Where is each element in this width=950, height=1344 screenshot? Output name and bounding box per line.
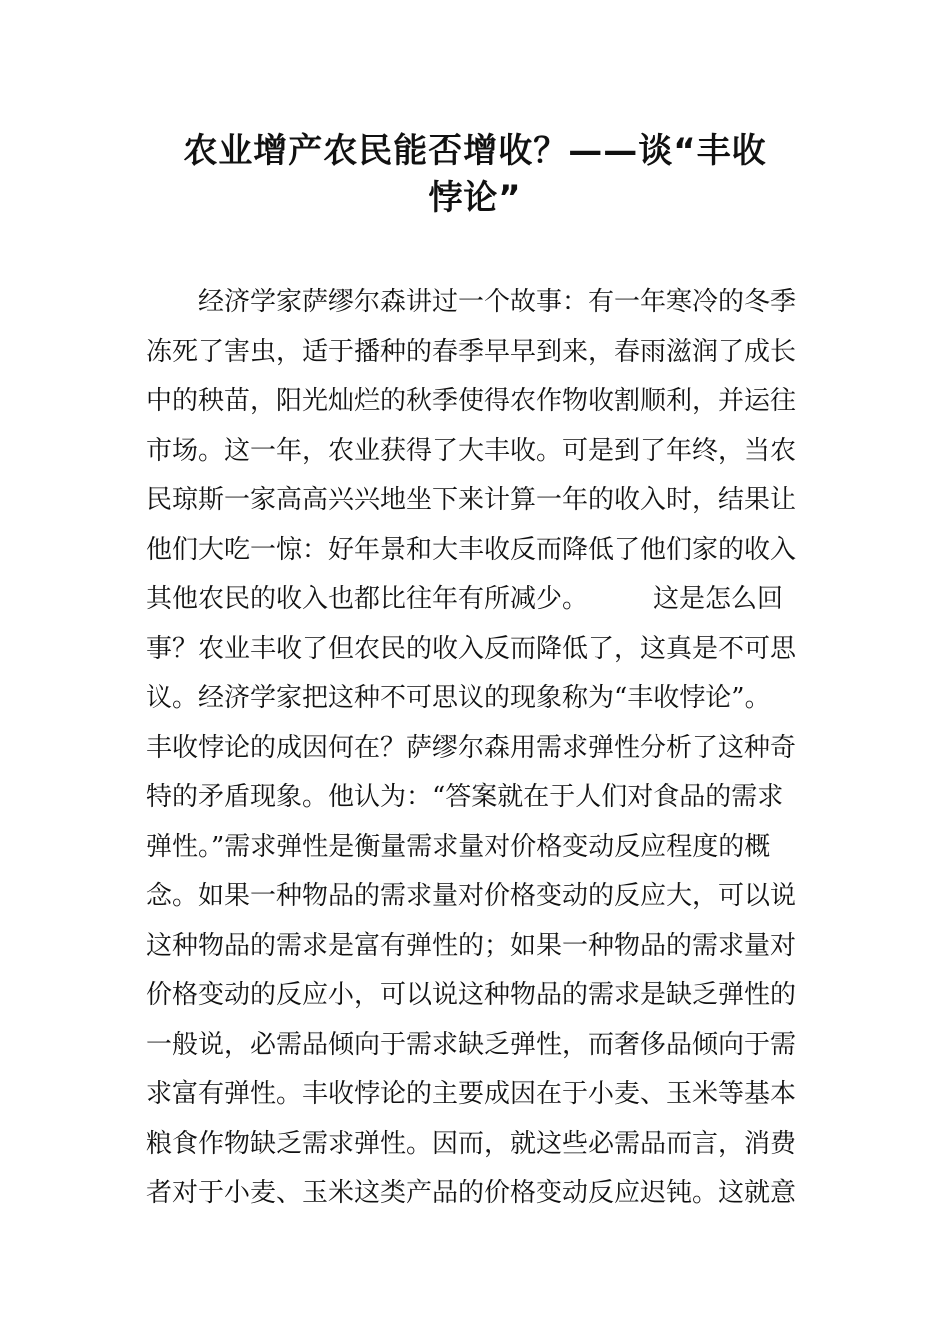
text-line: 丰收悖论的成因何在？萨缪尔森用需求弹性分析了这种奇 bbox=[146, 732, 797, 763]
text-line: 事？农业丰收了但农民的收入反而降低了，这真是不可思 bbox=[146, 633, 797, 664]
text-line: 民琼斯一家高高兴兴地坐下来计算一年的收入时，结果让 bbox=[146, 485, 797, 515]
text-line: 冻死了害虫，适于播种的春季早早到来，春雨滋润了成长 bbox=[146, 336, 797, 367]
text-line: 中的秧苗，阳光灿烂的秋季使得农作物收割顺利，并运往 bbox=[146, 386, 797, 416]
text-line: 一般说，必需品倾向于需求缺乏弹性，而奢侈品倾向于需 bbox=[146, 1029, 797, 1060]
title-line-1: 农业增产农民能否增收？——谈“丰收 bbox=[183, 131, 767, 171]
title-line-2: 悖论” bbox=[428, 178, 522, 218]
text-line: 者对于小麦、玉米这类产品的价格变动反应迟钝。这就意 bbox=[146, 1178, 797, 1208]
body-paragraph bbox=[146, 278, 810, 1219]
text-line: 念。如果一种物品的需求量对价格变动的反应大，可以说 bbox=[146, 881, 797, 911]
text-line: 其他农民的收入也都比往年有所减少。 这是怎么回 bbox=[146, 584, 784, 614]
document-title bbox=[140, 128, 810, 222]
text-line: 市场。这一年，农业获得了大丰收。可是到了年终，当农 bbox=[146, 435, 797, 466]
text-line: 特的矛盾现象。他认为：“答案就在于人们对食品的需求 bbox=[146, 782, 784, 812]
text-line: 这种物品的需求是富有弹性的；如果一种物品的需求量对 bbox=[146, 930, 797, 961]
text-line: 求富有弹性。丰收悖论的主要成因在于小麦、玉米等基本 bbox=[146, 1079, 797, 1109]
text-line: 议。经济学家把这种不可思议的现象称为“丰收悖论”。 bbox=[146, 683, 771, 713]
text-line: 经济学家萨缪尔森讲过一个故事：有一年寒冷的冬季 bbox=[198, 287, 797, 317]
text-line: 弹性。”需求弹性是衡量需求量对价格变动反应程度的概 bbox=[146, 831, 771, 862]
text-line: 价格变动的反应小，可以说这种物品的需求是缺乏弹性的 bbox=[146, 980, 797, 1010]
text-line: 粮食作物缺乏需求弹性。因而，就这些必需品而言，消费 bbox=[146, 1128, 797, 1159]
text-line: 他们大吃一惊：好年景和大丰收反而降低了他们家的收入 bbox=[146, 534, 797, 565]
